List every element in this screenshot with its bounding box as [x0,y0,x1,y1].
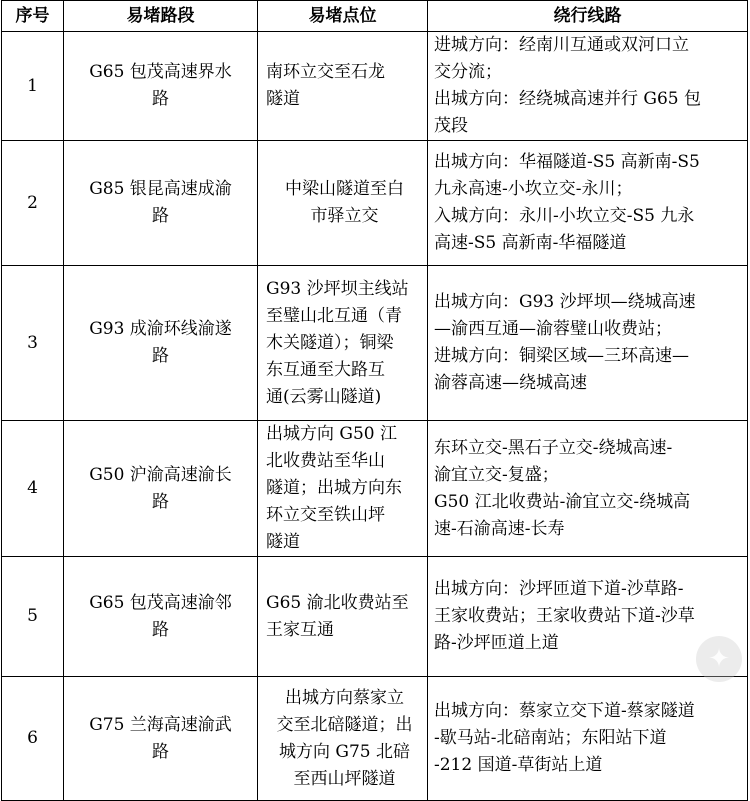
road-section-cell-line: 路 [152,206,169,226]
congestion-point-cell-line: 东互通至大路互 [266,359,385,380]
road-section-cell [64,557,258,677]
table-row [2,421,748,557]
row-index: 1 [2,32,64,141]
congestion-point-cell [258,677,428,801]
detour-route-cell-line: 进城方向：经南川互通或双河口立 [434,35,689,55]
header-index: 序号 [2,1,64,32]
row-index: 6 [2,677,64,801]
detour-route-cell-line: 速-石渝高速-长寿 [434,518,565,539]
detour-route-cell-line: 出城方向：华福隧道-S5 高新南-S5 [434,152,700,172]
detour-route-cell-line: 出城方向：G93 沙坪坝—绕城高速 [434,292,696,312]
detour-route-cell-line: 王家收费站；王家收费站下道-沙草 [434,606,695,626]
table-row [2,32,748,141]
road-section-cell-line: 路 [152,491,169,512]
detour-route-cell-line: 渝宜立交-复盛； [434,464,559,485]
congestion-point-cell-line: 中梁山隧道至白 [285,179,404,199]
congestion-point-cell-line: 王家互通 [266,619,334,640]
road-section-cell [64,141,258,266]
row-index: 3 [2,266,64,421]
row-index: 4 [2,421,64,557]
detour-route-cell [428,421,748,557]
header-point: 易堵点位 [258,1,428,32]
congestion-point-cell-line: 隧道；出城方向东 [266,478,402,498]
detour-route-cell [428,141,748,266]
detour-route-cell-line: 出城方向：经绕城高速并行 G65 包 [434,89,702,109]
congestion-point-cell-line: G93 沙坪坝主线站 [266,278,409,299]
detour-route-cell-line: —渝西互通—渝蓉璧山收费站； [434,319,672,339]
congestion-point-cell [258,557,428,677]
congestion-point-cell-line: 市驿立交 [310,206,379,226]
road-section-cell-line: G65 包茂高速渝邻 [89,592,232,613]
congestion-point-cell-line: 至西山坪隧道 [293,768,396,789]
detour-route-cell-line: 茂段 [434,116,468,136]
congestion-point-cell [258,32,428,141]
road-section-cell-line: G65 包茂高速界水 [89,62,232,82]
congestion-point-cell-line: 交至北碚隧道；出 [276,714,413,735]
congestion-point-cell [258,141,428,266]
congestion-point-cell-line: G65 渝北收费站至 [266,592,409,613]
detour-route-cell-line: G50 江北收费站-渝宜立交-绕城高 [434,491,691,512]
congestion-point-cell-line: 隧道 [266,89,300,109]
detour-route-cell-line: 渝蓉高速—绕城高速 [434,373,587,393]
road-section-cell [64,677,258,801]
congestion-point-cell-line: 木关隧道）；铜梁 [266,332,394,353]
watermark-logo-icon: ✦ [696,636,742,682]
detour-route-cell-line: 入城方向：永川-小坎立交-S5 九永 [434,206,695,226]
detour-route-cell-line: 出城方向：沙坪匝道下道-沙草路- [434,579,684,599]
road-section-cell [64,32,258,141]
congestion-point-cell-line: 至璧山北互通（青 [266,305,402,326]
congestion-point-cell [258,266,428,421]
detour-route-cell-line: 高速-S5 高新南-华福隧道 [434,233,627,253]
header-section: 易堵路段 [64,1,258,32]
detour-route-cell-line: 九永高速-小坎立交-永川； [434,179,633,199]
congestion-point-cell-line: 隧道 [266,532,300,552]
detour-route-cell [428,32,748,141]
road-section-cell-line: G75 兰海高速渝武 [89,714,232,735]
congestion-point-cell-line: 出城方向蔡家立 [285,687,404,708]
table-row [2,677,748,801]
congestion-point-cell-line: 通(云雾山隧道) [266,386,382,407]
congestion-point-cell-line: 南环立交至石龙 [266,62,385,82]
detour-table [1,0,748,801]
detour-route-cell-line: 东环立交-黑石子立交-绕城高速- [434,437,673,458]
road-section-cell-line: 路 [152,89,169,109]
detour-route-cell [428,677,748,801]
table-row [2,557,748,677]
congestion-point-cell-line: 城方向 G75 北碚 [278,741,411,762]
detour-route-cell-line: -212 国道-草街站上道 [434,755,603,775]
road-section-cell-line: 路 [152,346,169,366]
detour-route-cell-line: 交分流； [434,62,502,82]
detour-route-cell-line: 路-沙坪匝道上道 [434,633,559,653]
row-index: 2 [2,141,64,266]
detour-route-cell [428,266,748,421]
road-section-cell-line: G93 成渝环线渝遂 [89,319,232,339]
congestion-point-cell [258,421,428,557]
congestion-point-cell-line: 出城方向 G50 江 [266,424,398,444]
detour-route-cell-line: 进城方向：铜梁区域—三环高速— [434,346,689,366]
table-row [2,266,748,421]
detour-route-cell-line: 出城方向：蔡家立交下道-蔡家隧道 [434,701,695,721]
road-section-cell-line: G85 银昆高速成渝 [89,179,232,199]
header-route: 绕行线路 [428,1,748,32]
road-section-cell-line: 路 [152,619,169,640]
detour-route-cell-line: -歇马站-北碚南站；东阳站下道 [434,728,667,748]
table-row [2,141,748,266]
road-section-cell-line: 路 [152,741,169,762]
road-section-cell [64,421,258,557]
header-row [2,1,748,32]
congestion-point-cell-line: 环立交至铁山坪 [266,505,385,525]
road-section-cell [64,266,258,421]
congestion-point-cell-line: 北收费站至华山 [266,451,385,471]
row-index: 5 [2,557,64,677]
road-section-cell-line: G50 沪渝高速渝长 [89,464,232,485]
